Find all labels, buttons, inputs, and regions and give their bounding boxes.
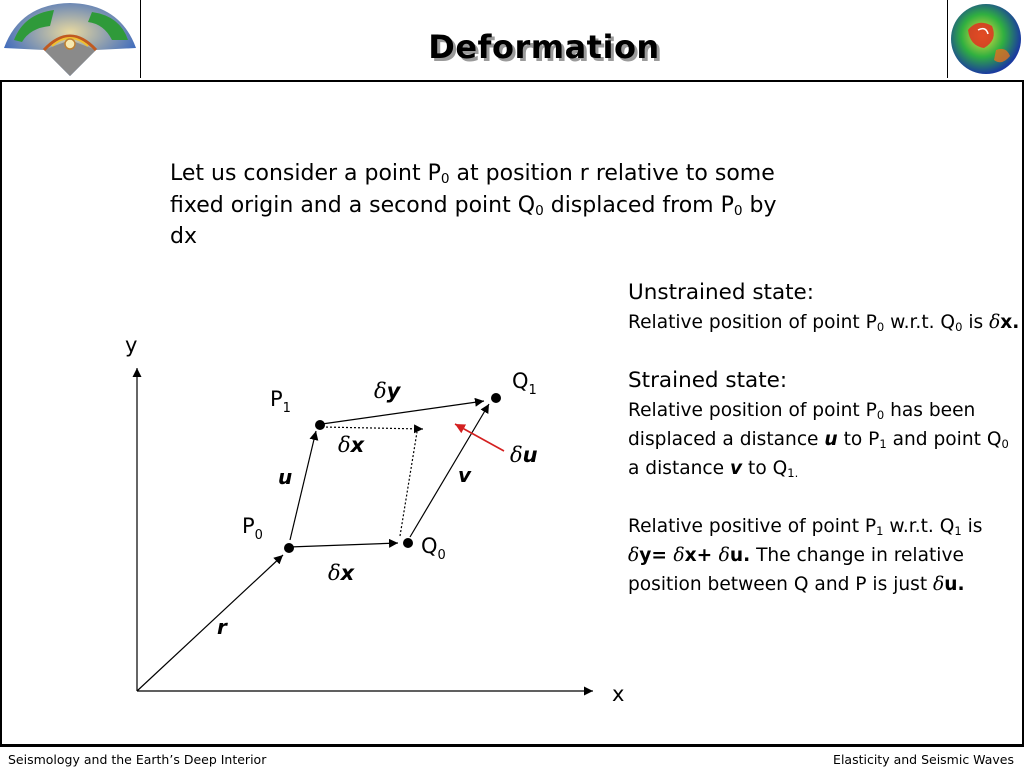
r-vector [137,555,283,691]
label-v: v [458,463,472,487]
dx-translated-dotted-line [400,432,417,536]
label-p0: $P_0$ [242,514,263,543]
label-u: u [278,465,293,489]
v-vector [410,404,489,537]
label-du: δu [510,443,538,467]
intro-paragraph: Let us consider a point $P_0$ at position r relative to some fixed origin and a second point $Q_0$ displaced from $P_0$ by dx [170,161,777,249]
slide-title: Deformation [428,28,660,66]
slide-footer [0,744,1024,768]
label-q0: $Q_0$ [421,534,446,563]
unstrained-heading: Unstrained state: [628,280,815,305]
explanation-panel [628,278,1020,599]
strained-text: Relative position of point $P_0$ has been displaced a distance u to $P_1$ and point $Q_0$ a distance v to $Q_{1.}$ [628,400,1009,480]
du-arrow [455,424,504,451]
u-vector [290,431,316,540]
dy-vector [322,401,484,424]
label-q1: $Q_1$ [512,369,537,398]
label-dy: δy [374,379,401,403]
label-dx-bottom: δx [328,561,355,585]
relative-position-text: Relative positive of point $P_1$ w.r.t. $Q_1$ is δy= δx+ δu. The change in relative position between Q and P is just δu. [628,516,983,595]
y-axis-label: y [125,333,138,357]
strained-heading: Strained state: [628,368,788,393]
label-p1: $P_1$ [270,387,291,416]
dx-top-dotted-vector [322,427,423,429]
footer-course-title: Seismology and the Earth’s Deep Interior [8,752,267,767]
point-q0 [403,538,413,548]
dx-bottom-vector [289,543,398,547]
x-axis-label: x [612,682,625,706]
footer-section-title: Elasticity and Seismic Waves [833,752,1014,767]
label-dx-top: δx [338,433,365,457]
point-p0 [284,543,294,553]
label-r: r [217,615,227,639]
point-q1 [491,393,501,403]
unstrained-text: Relative position of point $P_0$ w.r.t. $Q_0$ is δx. [628,312,1020,334]
point-p1 [315,420,325,430]
